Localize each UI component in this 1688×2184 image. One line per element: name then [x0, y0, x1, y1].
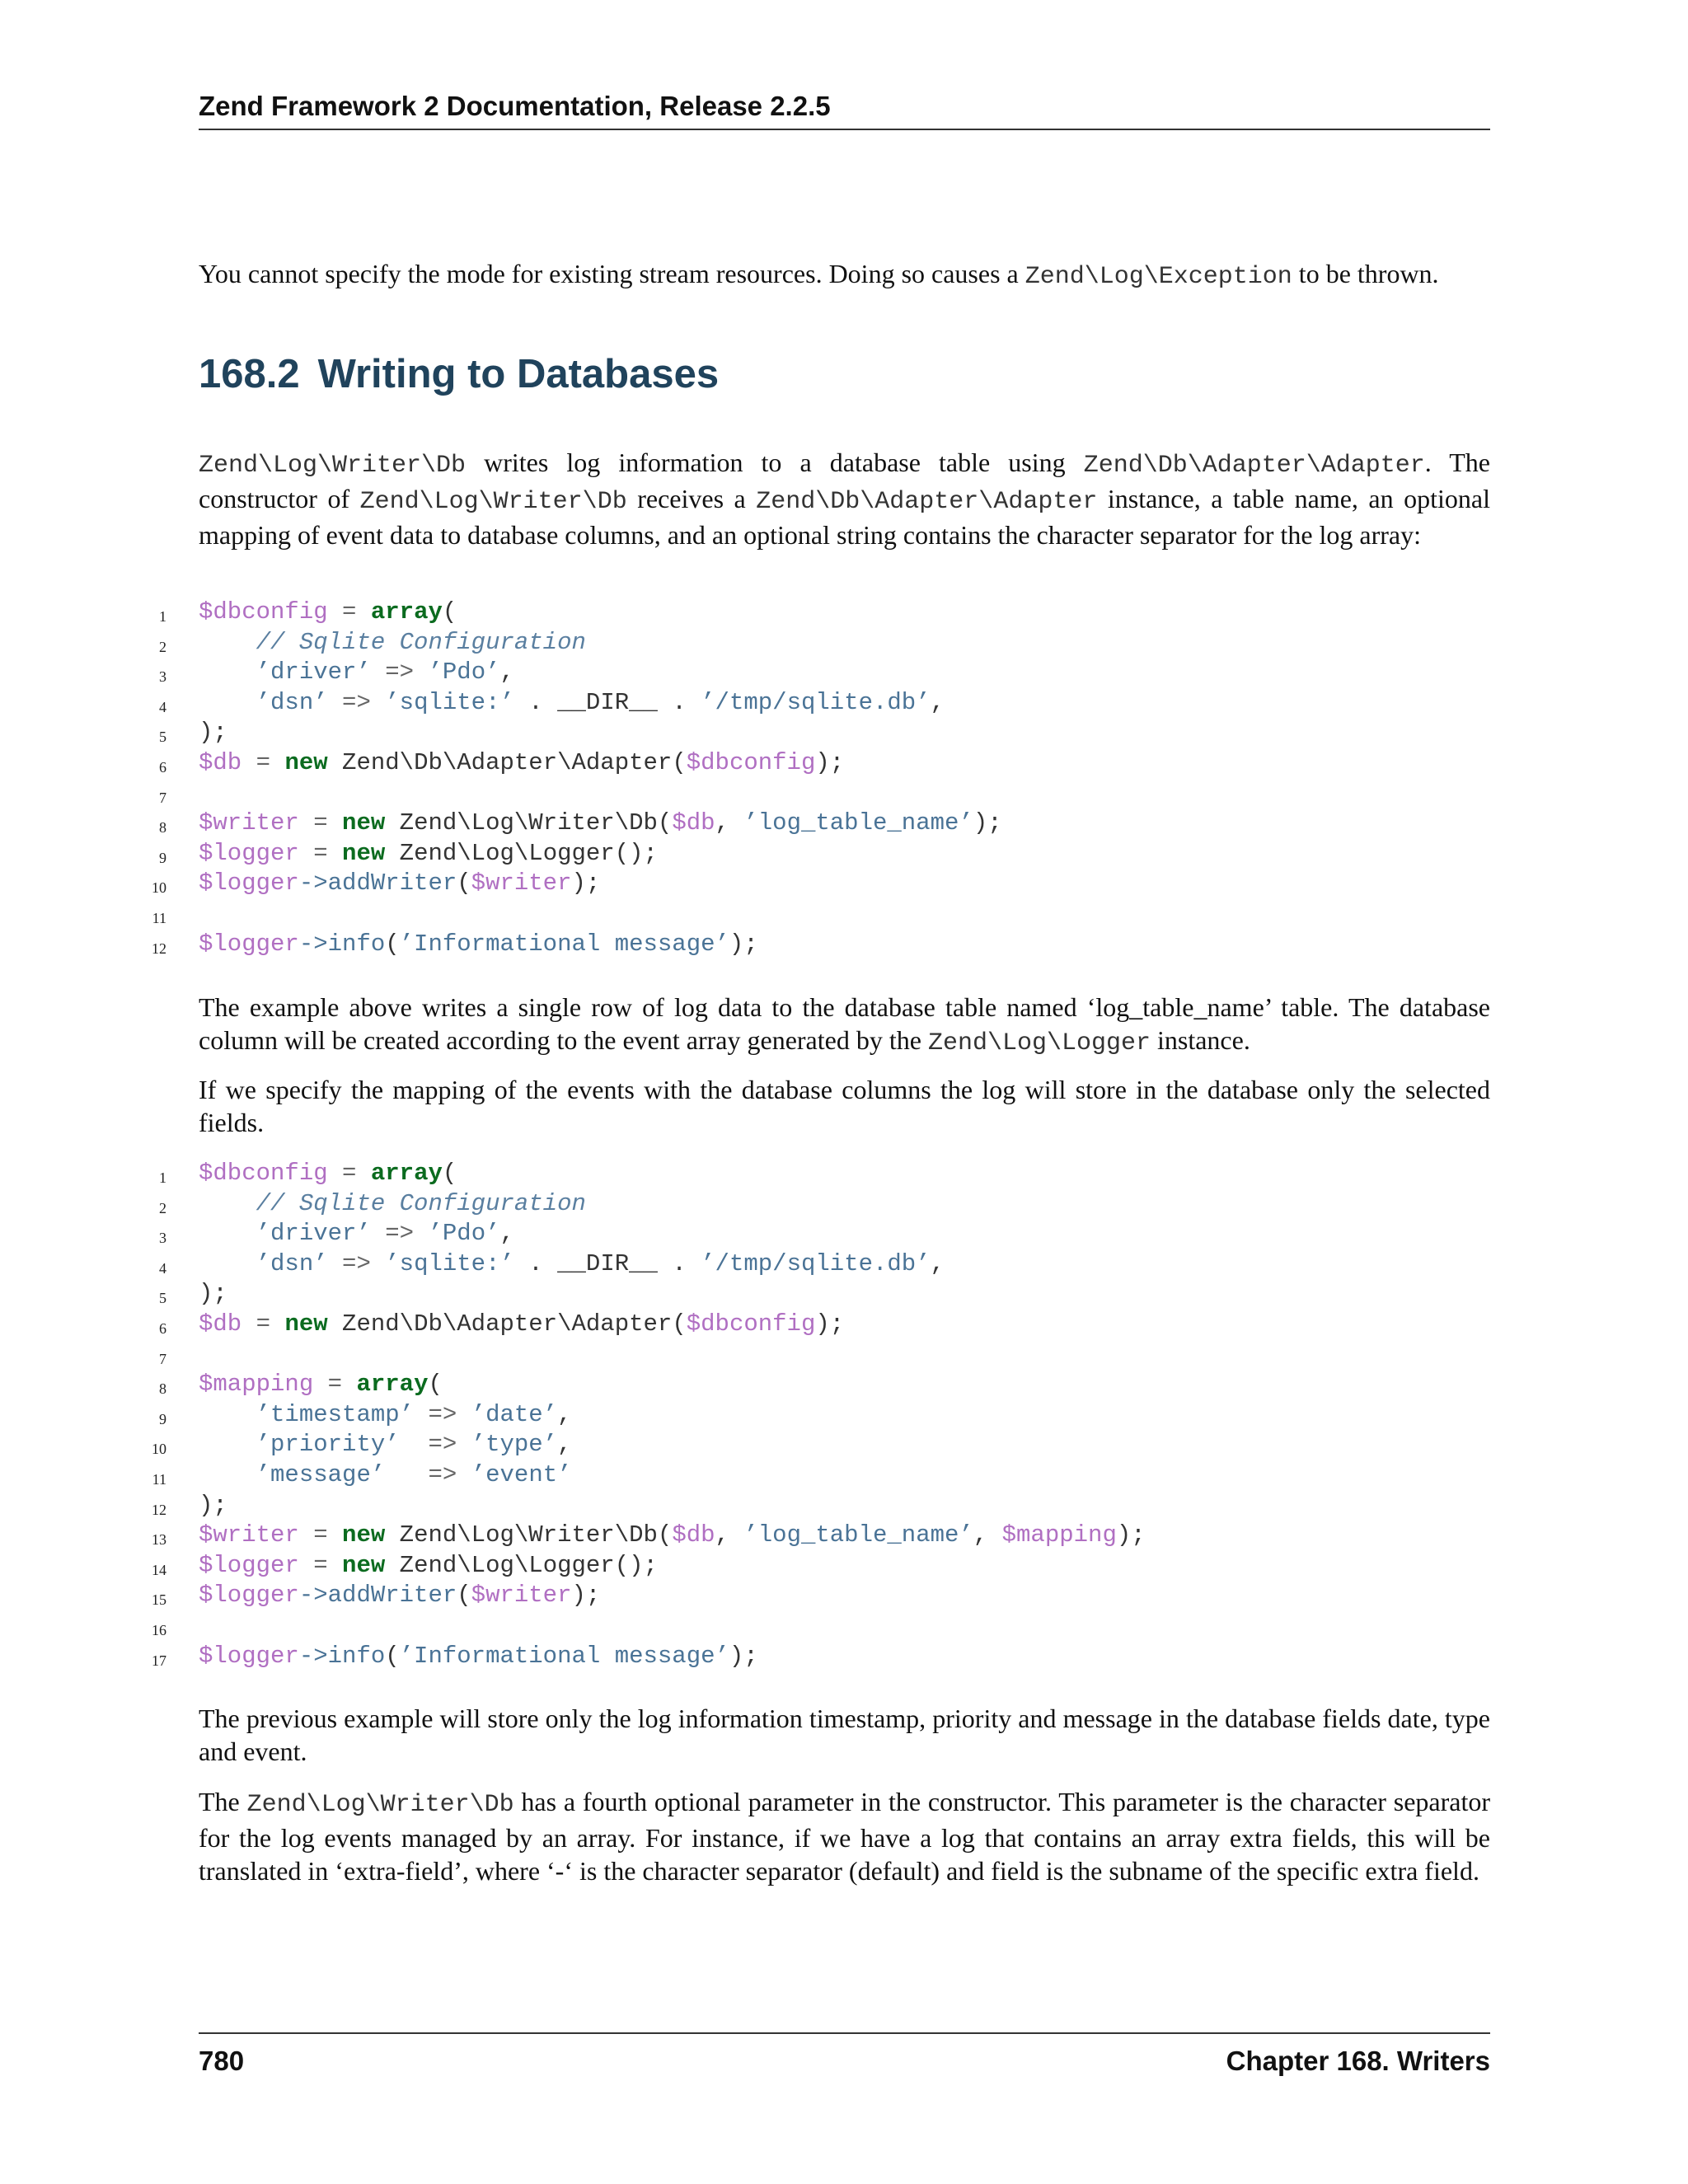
code-line: ’timestamp’ => ’date’, [256, 1400, 572, 1428]
paragraph-fourth-parameter [199, 1785, 1490, 1887]
code-line: ); [199, 1280, 227, 1308]
paragraph-text: has a fourth optional parameter in the constructor. This parameter is the character separator for the log events managed by an array. For instance, if we have a log that contains an array extra fields, this will be translated in ‘extra-field’, where ‘-‘ is the character separator (default) and field is the subname of the specific extra field. [199, 1787, 1491, 1886]
code-line: $logger->info(’Informational message’); [199, 930, 758, 958]
intro-text-b: to be thrown. [1292, 259, 1439, 288]
paragraph-text: The example above writes a single row of log data to the database table named ‘log_table_name’ table. The database column will be created according to the event array generated by the [199, 992, 1490, 1055]
section-heading [199, 351, 719, 397]
line-number: 12 [152, 940, 166, 957]
code-line: $db = new Zend\Db\Adapter\Adapter($dbconfig); [199, 749, 845, 776]
code-line: $writer = new Zend\Log\Writer\Db($db, ’log_table_name’); [199, 809, 1002, 837]
page-number: 780 [199, 2046, 245, 2076]
inline-code: Zend\Log\Writer\Db [359, 488, 627, 516]
inline-code: Zend\Log\Writer\Db [246, 1791, 514, 1819]
line-number: 2 [159, 638, 166, 655]
line-number: 6 [159, 1320, 166, 1337]
code-line: ’dsn’ => ’sqlite:’ . __DIR__ . ’/tmp/sqlite.db’, [256, 1249, 945, 1277]
code-line: ); [199, 719, 227, 747]
code-line: $dbconfig = array( [199, 598, 457, 626]
code-line: ’message’ => ’event’ [256, 1461, 572, 1488]
section-number: 168.2 [199, 352, 300, 396]
line-number: 8 [159, 819, 166, 837]
code-line: $logger = new Zend\Log\Logger(); [199, 839, 658, 867]
code-line: ’driver’ => ’Pdo’, [256, 1220, 514, 1248]
chapter-label: Chapter 168. Writers [1226, 2046, 1490, 2076]
line-number: 11 [152, 910, 166, 926]
line-number: 5 [159, 729, 166, 746]
line-number: 7 [159, 1350, 166, 1367]
page-footer [199, 2032, 1490, 2077]
code-line: ); [199, 1491, 227, 1519]
line-number: 5 [159, 1290, 166, 1307]
line-number: 16 [152, 1622, 166, 1638]
code-line: ’dsn’ => ’sqlite:’ . __DIR__ . ’/tmp/sqlite.db’, [256, 688, 945, 716]
code-line: $dbconfig = array( [199, 1160, 457, 1187]
inline-code: Zend\Db\Adapter\Adapter [756, 488, 1098, 516]
line-number: 7 [159, 789, 166, 806]
line-number: 6 [159, 759, 166, 776]
paragraph-text: instance. [1150, 1025, 1250, 1055]
code-line: // Sqlite Configuration [256, 1189, 586, 1217]
paragraph-text: The [199, 1787, 247, 1816]
line-number: 15 [152, 1591, 166, 1609]
section-title-text: Writing to Databases [317, 352, 720, 396]
paragraph-writer-db [199, 446, 1490, 551]
line-number: 13 [152, 1531, 166, 1549]
code-line: $mapping = array( [199, 1371, 443, 1399]
code-line: ’priority’ => ’type’, [256, 1431, 572, 1459]
paragraph-text: . The constructor of [199, 448, 1491, 513]
running-header: Zend Framework 2 Documentation, Release 2.2.5 [199, 91, 1490, 130]
code-line: $db = new Zend\Db\Adapter\Adapter($dbconfig); [199, 1310, 845, 1338]
line-number: 11 [152, 1471, 166, 1488]
line-number: 4 [159, 698, 166, 715]
paragraph-text: writes log information to a database table using [466, 448, 1084, 477]
code-line: $logger->addWriter($writer); [199, 869, 601, 898]
code-line: $writer = new Zend\Log\Writer\Db($db, ’log_table_name’, $mapping); [199, 1521, 1146, 1549]
code-line: $logger->addWriter($writer); [199, 1582, 601, 1610]
paragraph-example-above [199, 991, 1490, 1060]
line-number: 8 [159, 1380, 166, 1398]
code-line: ’driver’ => ’Pdo’, [256, 658, 514, 687]
line-number: 14 [152, 1561, 166, 1578]
intro-text-a: You cannot specify the mode for existing stream resources. Doing so causes a [199, 259, 1025, 288]
line-number: 1 [159, 1169, 166, 1186]
paragraph-mapping: If we specify the mapping of the events with the database columns the log will store in the database only the selected fields. [199, 1075, 1490, 1137]
line-number: 4 [159, 1259, 166, 1277]
code-line: $logger->info(’Informational message’); [199, 1642, 758, 1670]
intro-paragraph [199, 257, 1490, 293]
line-number: 2 [159, 1199, 166, 1216]
inline-code: Zend\Log\Writer\Db [199, 452, 467, 480]
inline-code: Zend\Log\Logger [927, 1029, 1151, 1057]
inline-code: Zend\Db\Adapter\Adapter [1083, 452, 1425, 480]
line-number: 3 [159, 668, 166, 686]
line-number: 3 [159, 1230, 166, 1247]
paragraph-text: instance, a table name, an optional mapping of event data to database columns, and an optional string contains the character separator for the log array: [199, 484, 1491, 550]
line-number: 9 [159, 849, 166, 866]
paragraph-text: receives a [626, 484, 757, 513]
code-line: $logger = new Zend\Log\Logger(); [199, 1551, 658, 1579]
paragraph-previous-example: The previous example will store only the log information timestamp, priority and message in the database fields date, type and event. [199, 1704, 1490, 1766]
line-number: 9 [159, 1410, 166, 1427]
line-number: 10 [152, 879, 166, 897]
code-line: // Sqlite Configuration [256, 628, 586, 656]
line-number: 12 [152, 1501, 166, 1518]
line-number: 10 [152, 1441, 166, 1458]
line-number: 1 [159, 608, 166, 625]
line-number: 17 [152, 1652, 166, 1669]
intro-code: Zend\Log\Exception [1025, 263, 1292, 291]
